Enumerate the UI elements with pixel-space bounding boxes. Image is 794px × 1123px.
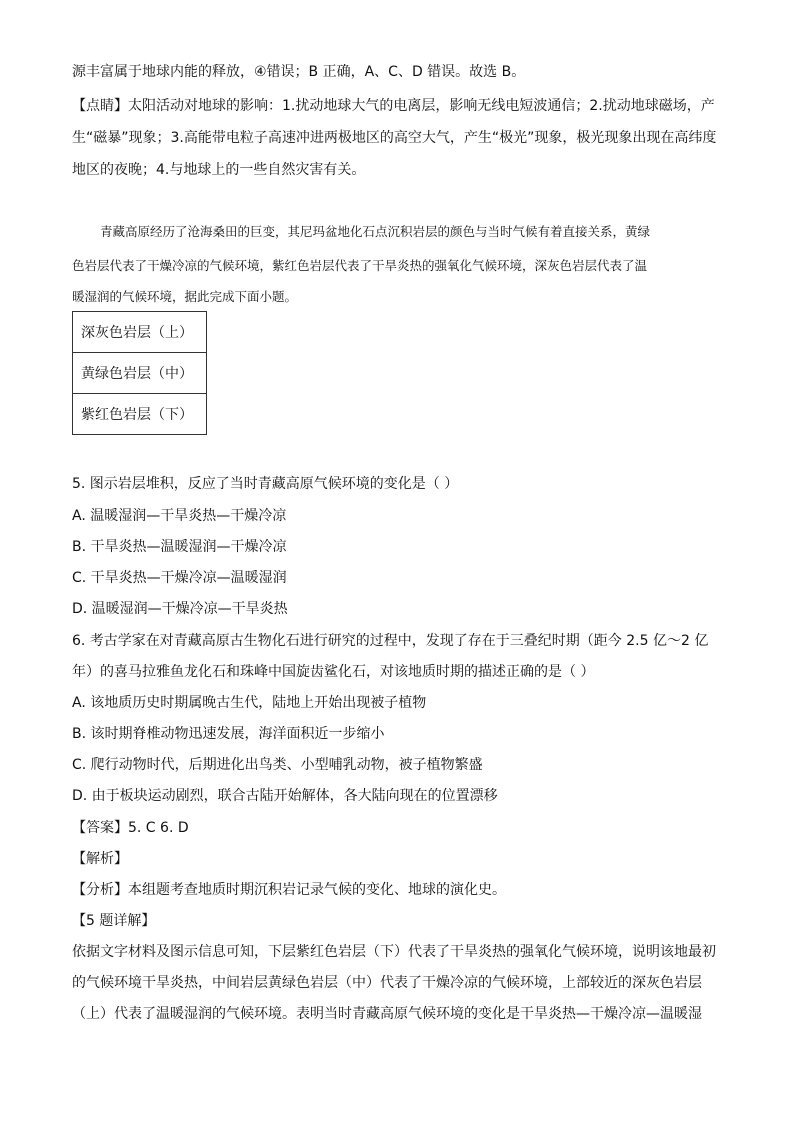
rock-layer-top: 深灰色岩层（上） — [73, 312, 207, 353]
q6-stem-1: 6. 考古学家在对青藏高原古生物化石进行研究的过程中，发现了存在于三叠纪时期（距今 2.5 亿～2 亿 — [72, 633, 709, 649]
passage-line-3: 暖湿润的气候环境，据此完成下面小题。 — [72, 289, 298, 304]
table-row — [73, 394, 207, 435]
intro-line-1: 源丰富属于地球内能的释放，④错误；B 正确，A、C、D 错误。故选 B。 — [72, 64, 526, 80]
intro-line-4: 地区的夜晚；4.与地球上的一些自然灾害有关。 — [72, 162, 366, 178]
detail-label: 【5 题详解】 — [72, 913, 156, 929]
answer-line: 【答案】5. C 6. D — [72, 820, 189, 836]
rock-layer-middle: 黄绿色岩层（中） — [73, 353, 207, 394]
passage-line-1: 青藏高原经历了沧海桑田的巨变，其尼玛盆地化石点沉积岩层的颜色与当时气候有着直接关系，黄绿 — [100, 224, 651, 239]
passage-line-2: 色岩层代表了干燥冷凉的气候环境，紫红色岩层代表了干旱炎热的强氧化气候环境，深灰色岩层代表了温 — [72, 258, 648, 273]
q6-stem-2: 年）的喜马拉雅鱼龙化石和珠峰中国旋齿鲨化石，对该地质时期的描述正确的是（ ） — [72, 664, 595, 680]
intro-line-2: 【点睛】太阳活动对地球的影响：1.扰动地球大气的电离层，影响无线电短波通信；2.扰动地球磁场，产 — [72, 98, 715, 114]
q5-option-c: C. 干旱炎热—干燥冷凉—温暖湿润 — [72, 570, 287, 586]
q6-option-c: C. 爬行动物时代，后期进化出鸟类、小型哺乳动物，被子植物繁盛 — [72, 757, 483, 773]
q5-option-a: A. 温暖湿润—干旱炎热—干燥冷凉 — [72, 508, 287, 524]
q6-option-b: B. 该时期脊椎动物迅速发展，海洋面积近一步缩小 — [72, 726, 385, 742]
q5-option-d: D. 温暖湿润—干燥冷凉—干旱炎热 — [72, 601, 288, 617]
q6-option-d: D. 由于板块运动剧烈，联合古陆开始解体，各大陆向现在的位置漂移 — [72, 788, 498, 804]
table-row — [73, 353, 207, 394]
intro-line-3: 生“磁暴”现象；3.高能带电粒子高速冲进两极地区的高空大气，产生“极光”现象，极光现象出现在高纬度 — [72, 130, 717, 146]
q6-option-a: A. 该地质历史时期属晚古生代，陆地上开始出现被子植物 — [72, 695, 427, 711]
q5-stem: 5. 图示岩层堆积，反应了当时青藏高原气候环境的变化是（ ） — [72, 476, 459, 492]
fenxi-line: 【分析】本组题考查地质时期沉积岩记录气候的变化、地球的演化史。 — [72, 882, 506, 898]
rock-layer-table — [72, 311, 207, 435]
detail-line-1: 依据文字材料及图示信息可知，下层紫红色岩层（下）代表了干旱炎热的强氧化气候环境，说明该地最初 — [72, 944, 716, 960]
detail-line-3: （上）代表了温暖湿润的气候环境。表明当时青藏高原气候环境的变化是干旱炎热—干燥冷凉—温暖湿 — [72, 1006, 702, 1022]
detail-line-2: 的气候环境干旱炎热，中间岩层黄绿色岩层（中）代表了干燥冷凉的气候环境，上部较近的深灰色岩层 — [72, 975, 702, 991]
q5-option-b: B. 干旱炎热—温暖湿润—干燥冷凉 — [72, 539, 287, 555]
analysis-label: 【解析】 — [72, 851, 128, 867]
rock-layer-bottom: 紫红色岩层（下） — [73, 394, 207, 435]
table-row — [73, 312, 207, 353]
